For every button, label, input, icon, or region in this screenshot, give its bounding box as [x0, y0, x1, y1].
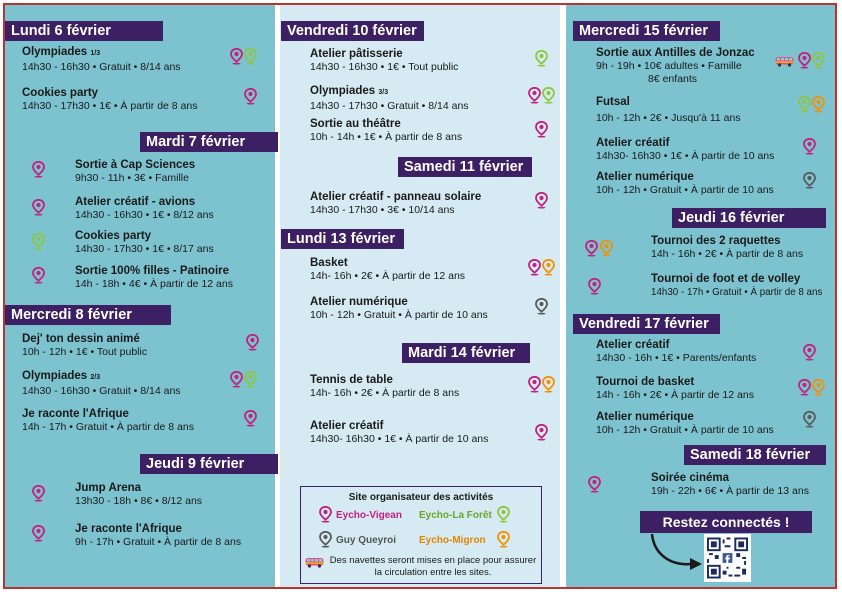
map-pin-icon	[230, 48, 243, 65]
map-pin-icon	[535, 192, 548, 209]
map-pin-icon	[244, 48, 257, 65]
map-pin-icon	[535, 298, 548, 315]
activity-afrique-1: Je raconte l'Afrique 14h - 17h • Gratuit • À partir de 8 ans	[22, 408, 194, 433]
map-pin-icon	[32, 485, 45, 502]
activity-tournoi-raquettes: Tournoi des 2 raquettes 14h - 16h • 2€ • À partir de 8 ans	[651, 235, 804, 260]
activity-theatre: Sortie au théâtre 10h - 14h • 1€ • À partir de 8 ans	[310, 118, 463, 143]
activity-olympiades-2: Olympiades 2/3 14h30 - 16h30 • Gratuit • 8/14 ans	[22, 370, 181, 397]
activity-foot-volley: Tournoi de foot et de volley 14h30 - 17h • Gratuit • À partir de 8 ans	[651, 273, 823, 298]
legend-eycho-la-foret: Eycho-La Forêt	[419, 510, 492, 521]
activity-atelier-patisserie: Atelier pâtisserie 14h30 - 16h30 • 1€ • Tout public	[310, 48, 459, 73]
map-pin-icon	[528, 87, 541, 104]
map-pin-icon	[32, 525, 45, 542]
activity-patinoire: Sortie 100% filles - Patinoire 14h - 18h • 4€ • À partir de 12 ans	[75, 265, 233, 290]
map-pin-icon	[230, 371, 243, 388]
day-header-mardi-7: Mardi 7 février	[140, 132, 278, 152]
map-pin-icon	[812, 96, 825, 113]
activity-jump-arena: Jump Arena 13h30 - 18h • 8€ • 8/12 ans	[75, 482, 203, 507]
map-pin-icon	[812, 52, 825, 69]
map-pin-icon	[244, 410, 257, 427]
day-header-vendredi-17: Vendredi 17 février	[573, 314, 720, 334]
map-pin-icon	[588, 476, 601, 493]
day-header-mardi-14: Mardi 14 février	[402, 343, 530, 363]
activity-cookies-party-2: Cookies party 14h30 - 17h30 • 1€ • 8/17 ans	[75, 230, 214, 255]
map-pin-icon	[535, 424, 548, 441]
activity-afrique-2: Je raconte l'Afrique 9h - 17h • Gratuit • À partir de 8 ans	[75, 523, 242, 548]
day-header-vendredi-10: Vendredi 10 février	[281, 21, 424, 41]
activity-atelier-avions: Atelier créatif - avions 14h30 - 16h30 • 1€ • 8/12 ans	[75, 196, 214, 221]
map-pin-icon	[32, 233, 45, 250]
map-pin-icon	[588, 278, 601, 295]
activity-tournoi-basket: Tournoi de basket 14h - 16h • 2€ • À partir de 12 ans	[596, 376, 754, 401]
activity-tennis-de-table: Tennis de table 14h- 16h • 2€ • À partir de 8 ans	[310, 374, 460, 399]
activity-soiree-cinema: Soirée cinéma 19h - 22h • 6€ • À partir de 13 ans	[651, 472, 809, 497]
map-pin-icon	[798, 52, 811, 69]
legend-box: Site organisateur des activités Eycho-Vigean Eycho-La Forêt Guy Queyroi Eycho-Migron Des navettes seront mises en place pour assurer la circulation entre les sites.	[300, 486, 542, 584]
map-pin-icon	[319, 506, 332, 523]
map-pin-icon	[535, 121, 548, 138]
shuttle-van-icon	[775, 56, 795, 67]
stay-connected-banner: Restez connectés !	[640, 511, 812, 533]
shuttle-van-icon	[305, 557, 325, 568]
map-pin-icon	[585, 240, 598, 257]
day-header-mercredi-15: Mercredi 15 février	[573, 21, 720, 41]
activity-atelier-creatif-3: Atelier créatif 14h30 - 16h • 1€ • Parents/enfants	[596, 339, 757, 364]
map-pin-icon	[319, 531, 332, 548]
activity-atelier-creatif-1: Atelier créatif 14h30- 16h30 • 1€ • À partir de 10 ans	[310, 420, 489, 445]
activity-atelier-numerique-3: Atelier numérique 10h - 12h • Gratuit • À partir de 10 ans	[596, 411, 774, 436]
activity-panneau-solaire: Atelier créatif - panneau solaire 14h30 - 17h30 • 3€ • 10/14 ans	[310, 191, 482, 216]
map-pin-icon	[32, 161, 45, 178]
map-pin-icon	[803, 411, 816, 428]
activity-cookies-party-1: Cookies party 14h30 - 17h30 • 1€ • À partir de 8 ans	[22, 87, 198, 112]
day-header-samedi-11: Samedi 11 février	[398, 157, 532, 177]
day-header-jeudi-9: Jeudi 9 février	[140, 454, 278, 474]
map-pin-icon	[497, 531, 510, 548]
map-pin-icon	[803, 172, 816, 189]
qr-code-icon[interactable]	[704, 534, 751, 582]
map-pin-icon	[798, 379, 811, 396]
day-header-jeudi-16: Jeudi 16 février	[672, 208, 826, 228]
day-header-lundi-13: Lundi 13 février	[281, 229, 404, 249]
legend-guy-queyroi: Guy Queyroi	[336, 535, 397, 546]
activity-antilles-jonzac: Sortie aux Antilles de Jonzac 9h - 19h • 10€ adultes • Famille 8€ enfants	[596, 47, 755, 85]
activity-futsal: Futsal 10h - 12h • 2€ • Jusqu'à 11 ans	[596, 96, 741, 124]
day-header-lundi-6: Lundi 6 février	[5, 21, 163, 41]
day-header-samedi-18: Samedi 18 février	[684, 445, 826, 465]
activity-atelier-numerique-2: Atelier numérique 10h - 12h • Gratuit • À partir de 10 ans	[596, 171, 774, 196]
activity-cap-sciences: Sortie à Cap Sciences 9h30 - 11h • 3€ • Famille	[75, 159, 196, 184]
activity-atelier-numerique-1: Atelier numérique 10h - 12h • Gratuit • À partir de 10 ans	[310, 296, 488, 321]
legend-eycho-vigean: Eycho-Vigean	[336, 510, 402, 521]
legend-eycho-migron: Eycho-Migron	[419, 535, 486, 546]
map-pin-icon	[812, 379, 825, 396]
map-pin-icon	[32, 199, 45, 216]
activity-atelier-creatif-2: Atelier créatif 14h30- 16h30 • 1€ • À partir de 10 ans	[596, 137, 775, 162]
map-pin-icon	[528, 259, 541, 276]
map-pin-icon	[246, 334, 259, 351]
activity-dessin-anime: Dej' ton dessin animé 10h - 12h • 1€ • Tout public	[22, 333, 148, 358]
day-header-mercredi-8: Mercredi 8 février	[5, 305, 171, 325]
map-pin-icon	[542, 376, 555, 393]
map-pin-icon	[542, 87, 555, 104]
map-pin-icon	[600, 240, 613, 257]
map-pin-icon	[497, 506, 510, 523]
map-pin-icon	[528, 376, 541, 393]
map-pin-icon	[803, 138, 816, 155]
map-pin-icon	[542, 259, 555, 276]
activity-basket: Basket 14h- 16h • 2€ • À partir de 12 ans	[310, 257, 466, 282]
activity-olympiades-3: Olympiades 3/3 14h30 - 17h30 • Gratuit • 8/14 ans	[310, 85, 469, 112]
map-pin-icon	[32, 267, 45, 284]
map-pin-icon	[244, 88, 257, 105]
activity-olympiades-1: Olympiades 1/3 14h30 - 16h30 • Gratuit • 8/14 ans	[22, 46, 181, 73]
map-pin-icon	[244, 371, 257, 388]
map-pin-icon	[803, 344, 816, 361]
map-pin-icon	[535, 50, 548, 67]
curved-arrow-icon	[648, 532, 704, 572]
map-pin-icon	[798, 96, 811, 113]
